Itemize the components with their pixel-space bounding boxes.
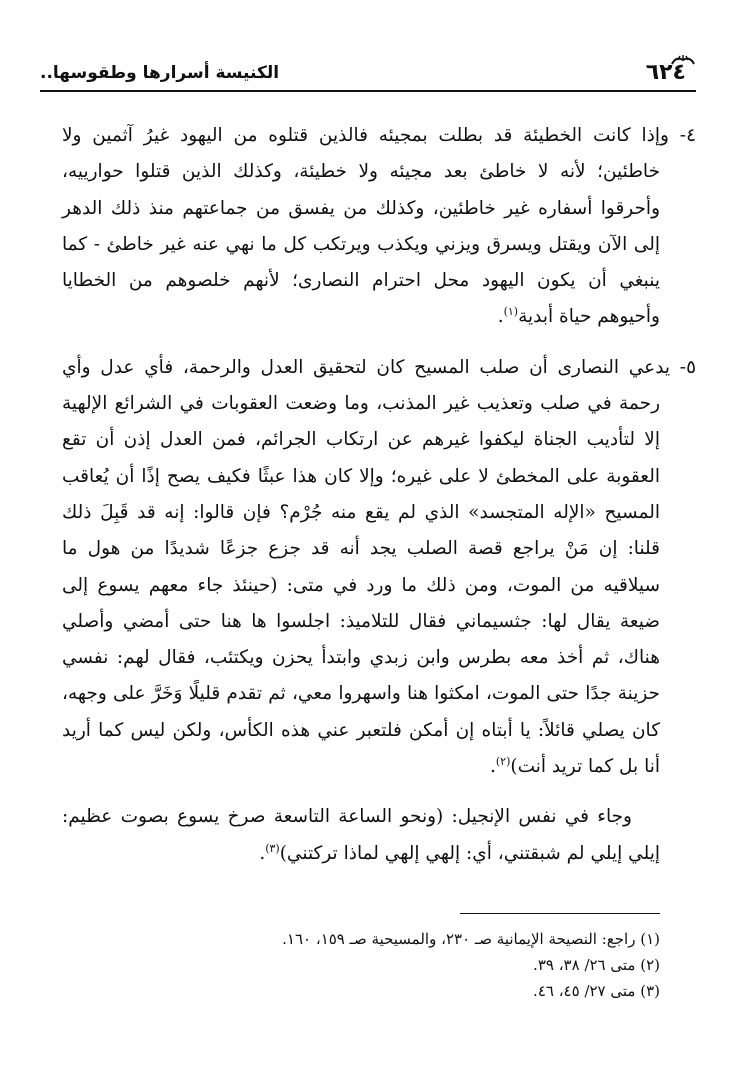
footnote-divider [460, 913, 660, 914]
footnote-ref: (٣) [265, 841, 280, 855]
footnote-1: (١) راجع: النصيحة الإيمانية صـ ٢٣٠، والمسيحية صـ ١٥٩، ١٦٠. [282, 930, 660, 948]
header-divider [40, 90, 696, 92]
running-title: الكنيسة أسرارها وطقوسها.. [40, 63, 280, 83]
item-number: ٤- [679, 125, 696, 146]
paragraph-4 [62, 118, 696, 336]
paragraph-gospel-quote [62, 799, 660, 872]
footnotes [62, 926, 660, 1004]
paragraph-end: . [497, 306, 504, 328]
page-header [40, 54, 696, 94]
paragraph-end: . [259, 842, 266, 864]
main-text [62, 118, 696, 872]
footnote-2: (٢) متى ٢٦/ ٣٨، ٣٩. [533, 956, 660, 974]
page-number: ٦٢٤ [645, 60, 686, 85]
footnote-3: (٣) متى ٢٧/ ٤٥، ٤٦. [533, 982, 660, 1000]
paragraph-text: يدعي النصارى أن صلب المسيح كان لتحقيق العدل والرحمة، فأي عدل وأي رحمة في صلب وتعذيب غير المذنب، وما وضعت العقوبات في الشرائع الإلهية إلا لتأديب الجناة ليكفوا غيرهم عن ارتكاب الجرائم، فمن العدل إذن أن تقع العقوبة على المخطئ لا على غيره؛ وإلا كان هذا عبثًا فكيف يصح إذًا أن يُعاقب المسيح «الإله المتجسد» الذي لم يقع منه جُرْم؟ فإن قالوا: إنه قد قَبِلَ ذلك قلنا: إن مَنْ يراجع قصة الصلب يجد أنه قد جزع جزعًا شديدًا من هول ما سيلاقيه من الموت، ومن ذلك ما ورد في متى: (حينئذ جاء معهم يسوع إلى ضيعة يقال لها: جثسيماني فقال للتلاميذ: اجلسوا ها هنا حتى أمضي وأصلي هناك، ثم أخذ معه بطرس وابن زبدي وابتدأ يحزن ويكتئب، فقال لهم: نفسي حزينة جدًا حتى الموت، امكثوا هنا واسهروا معي، ثم تقدم قليلًا وَخَرَّ على وجهه، كان يصلي قائلاً: يا أبتاه إن أمكن فلتعبر عني هذه الكأس، ولكن ليس كما أريد أنا بل كما تريد أنت) [62, 356, 671, 778]
paragraph-5 [62, 350, 696, 786]
paragraph-text: وإذا كانت الخطيئة قد بطلت بمجيئه فالذين قتلوه من اليهود غيرُ آثمين ولا خاطئين؛ لأنه لا خاطئ بعد مجيئه ولا خطيئة، وكذلك الذين قتلوا حوارييه، وأحرقوا أسفاره غير خاطئين، وكذلك من يفسق من جماعتهم منذ ذلك الدهر إلى الآن ويقتل ويسرق ويزني ويكذب ويرتكب كل ما نهي عنه غير خاطئ - كما ينبغي أن يكون اليهود محل احترام النصارى؛ لأنهم خلصوهم من الخطايا وأحيوهم حياة أبدية [62, 125, 669, 328]
item-number: ٥- [679, 356, 696, 378]
paragraph-text: وجاء في نفس الإنجيل: (ونحو الساعة التاسعة صرخ يسوع بصوت عظيم: إيلي إيلي لم شبقتني، أي: إلهي إلهي لماذا تركتني) [62, 806, 660, 864]
footnote-ref: (٢) [495, 754, 511, 768]
paragraph-end: . [489, 756, 496, 778]
footnote-ref: (١) [503, 305, 519, 319]
